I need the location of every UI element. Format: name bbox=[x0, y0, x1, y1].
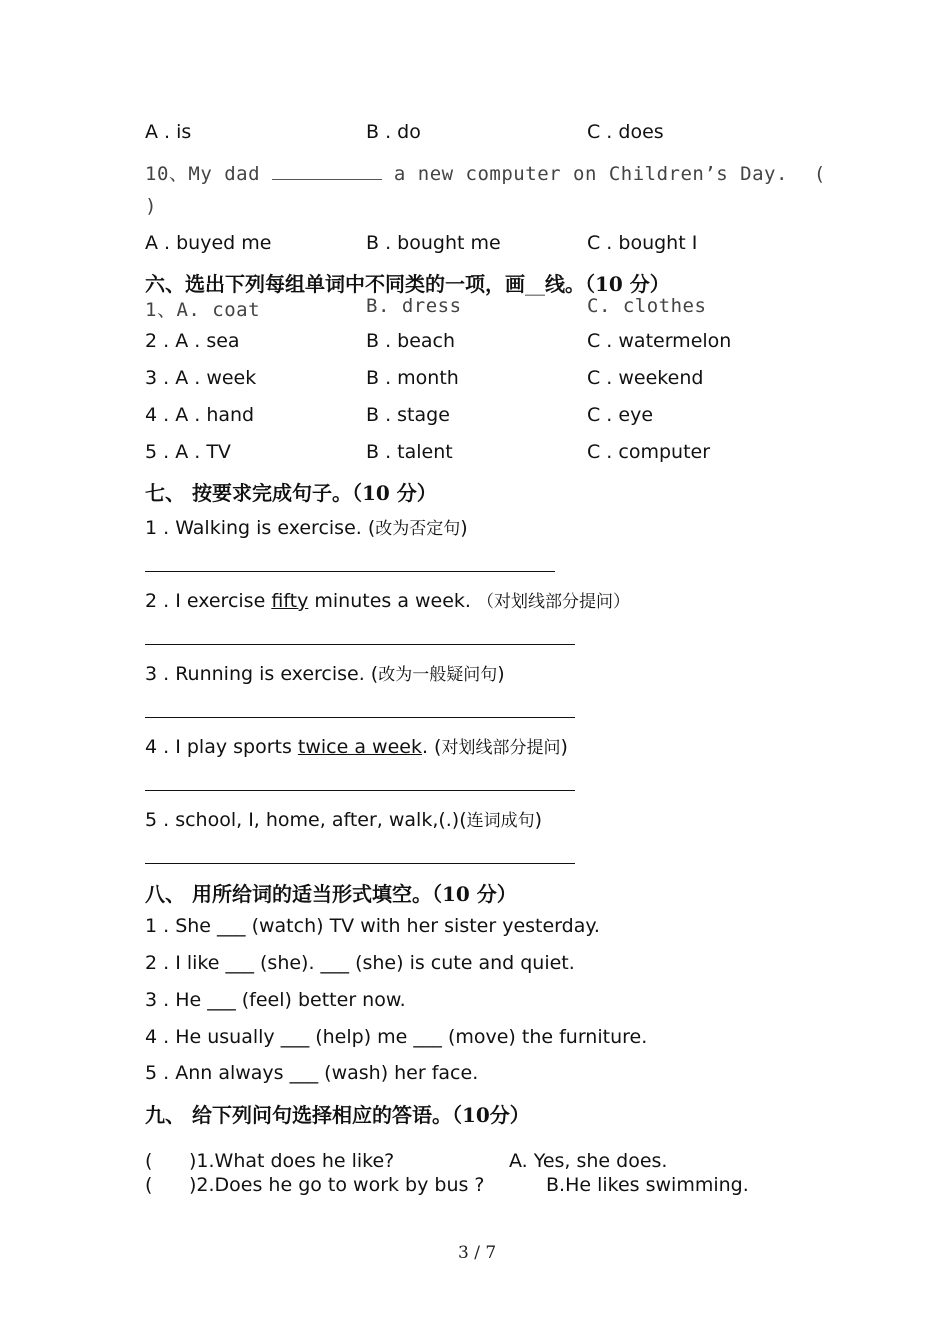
s7-q4-hint: 对划线部分提问 bbox=[441, 738, 561, 758]
s7-q2-answer-line[interactable] bbox=[145, 644, 575, 645]
s7-q3 bbox=[145, 660, 505, 685]
s9-q2-question: )2.Does he go to work by bus ? bbox=[189, 1174, 485, 1196]
s9-answer-b: B.He likes swimming. bbox=[546, 1174, 749, 1196]
section8-heading: 八、 用所给词的适当形式填空。（10 分） bbox=[145, 882, 517, 906]
s8-item-2: 2 . I like ___ (she). ___ (she) is cute and quiet. bbox=[145, 952, 575, 974]
page-number: 3 / 7 bbox=[458, 1243, 497, 1263]
s6-row4-a: 4 . A . hand bbox=[145, 404, 255, 426]
section6-heading-score: 线。（10 分） bbox=[545, 272, 670, 296]
q10-option-b: B . bought me bbox=[366, 232, 501, 254]
section7-heading: 七、 按要求完成句子。（10 分） bbox=[145, 481, 437, 505]
s7-q1-answer-line[interactable] bbox=[145, 571, 555, 572]
s9-q1-question: )1.What does he like? bbox=[189, 1150, 395, 1172]
s6-row2-a: 2 . A . sea bbox=[145, 330, 240, 352]
s9-q2-paren[interactable]: ( bbox=[145, 1174, 153, 1196]
q10-paren-close: ) bbox=[145, 195, 157, 217]
section6-heading bbox=[145, 268, 670, 297]
s7-q3-answer-line[interactable] bbox=[145, 717, 575, 718]
s7-q1-end: ) bbox=[460, 517, 468, 539]
q9-option-c: C . does bbox=[587, 121, 664, 143]
s6-row1-c: C. clothes bbox=[587, 295, 707, 317]
s6-row1-b: B. dress bbox=[366, 295, 462, 317]
s6-row5-c: C . computer bbox=[587, 441, 711, 463]
s7-q5-answer-line[interactable] bbox=[145, 863, 575, 864]
s7-q3-text: 3 . Running is exercise. ( bbox=[145, 663, 379, 685]
s7-q2-underlined: fifty bbox=[271, 590, 309, 612]
s7-q3-end: ) bbox=[497, 663, 505, 685]
s7-q1-hint: 改为否定句 bbox=[375, 519, 461, 539]
s7-q2-text: 2 . I exercise bbox=[145, 590, 272, 612]
s7-q1 bbox=[145, 514, 468, 539]
q10-prefix: 10、My dad bbox=[145, 163, 261, 185]
s8-item-4: 4 . He usually ___ (help) me ___ (move) the furniture. bbox=[145, 1026, 648, 1048]
q10-option-c: C . bought I bbox=[587, 232, 698, 254]
s9-q1-paren[interactable]: ( bbox=[145, 1150, 153, 1172]
s7-q2-text-end: minutes a week. bbox=[308, 590, 478, 612]
s7-q5-end: ) bbox=[534, 809, 543, 831]
s7-q5-text: 5 . school, I, home, after, walk,(.)( bbox=[145, 809, 467, 831]
s6-row3-c: C . weekend bbox=[587, 367, 704, 389]
s7-q2-hint: （对划线部分提问） bbox=[477, 592, 631, 612]
s8-item-5: 5 . Ann always ___ (wash) her face. bbox=[145, 1062, 479, 1084]
section6-heading-text: 六、选出下列每组单词中不同类的一项，画 bbox=[145, 272, 525, 296]
s6-row4-b: B . stage bbox=[366, 404, 450, 426]
s6-row3-b: B . month bbox=[366, 367, 459, 389]
s6-row4-c: C . eye bbox=[587, 404, 654, 426]
q10-suffix: a new computer on Children’s Day. bbox=[393, 163, 788, 185]
s6-row5-b: B . talent bbox=[366, 441, 453, 463]
q10-paren-open: ( bbox=[813, 163, 826, 185]
s9-answer-a: A. Yes, she does. bbox=[509, 1150, 668, 1172]
s6-row1-a: 1、A. coat bbox=[145, 299, 261, 321]
s7-q4-text: 4 . I play sports bbox=[145, 736, 298, 758]
s7-q4-answer-line[interactable] bbox=[145, 790, 575, 791]
s6-row2-b: B . beach bbox=[366, 330, 456, 352]
s7-q4-end: ) bbox=[560, 736, 568, 758]
s7-q5 bbox=[145, 806, 542, 831]
s8-item-1: 1 . She ___ (watch) TV with her sister yesterday. bbox=[145, 915, 600, 937]
s6-row2-c: C . watermelon bbox=[587, 330, 732, 352]
s7-q1-text: 1 . Walking is exercise. ( bbox=[145, 517, 376, 539]
s7-q5-hint: 连词成句 bbox=[466, 811, 535, 831]
q10-stem bbox=[145, 159, 826, 186]
q10-blank bbox=[272, 178, 382, 180]
s7-q3-hint: 改为一般疑问句 bbox=[378, 665, 498, 685]
section6-heading-blank: __ bbox=[525, 272, 545, 296]
s7-q4-text-end: . ( bbox=[421, 736, 442, 758]
q10-option-a: A . buyed me bbox=[145, 232, 272, 254]
s7-q2 bbox=[145, 587, 630, 612]
s8-item-3: 3 . He ___ (feel) better now. bbox=[145, 989, 406, 1011]
q9-option-b: B . do bbox=[366, 121, 421, 143]
s7-q4 bbox=[145, 733, 568, 758]
s6-row5-a: 5 . A . TV bbox=[145, 441, 231, 463]
section9-heading: 九、 给下列问句选择相应的答语。（10分） bbox=[145, 1103, 530, 1127]
s6-row3-a: 3 . A . week bbox=[145, 367, 257, 389]
s7-q4-underlined: twice a week bbox=[297, 736, 422, 758]
q9-option-a: A . is bbox=[145, 121, 192, 143]
